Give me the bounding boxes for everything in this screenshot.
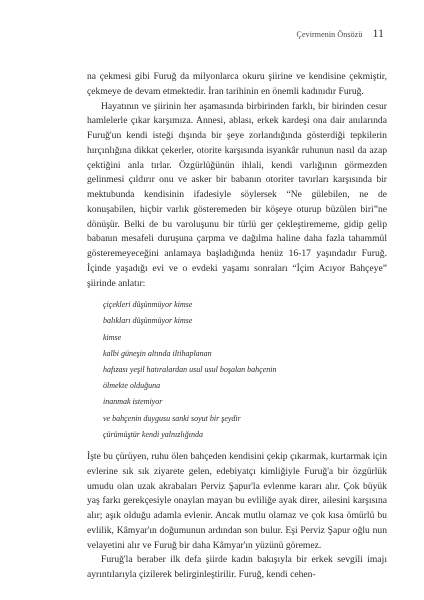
text-line: mektubunda kendisinin ifadesiyle söylersek “Ne gülebilen, ne bbox=[87, 189, 369, 200]
text-line: çekleştirememe, gidip gelip babanın mesafeli duruşuna çarpma ve bbox=[87, 218, 387, 245]
text-line: mayan bu evliliğe ayak direr, ailesini karşısına alır; aşık olduğu bbox=[87, 495, 387, 522]
text-line: de konuşabilen, hiçbir varlık gösteremeden bir köşeye oturup bbox=[87, 189, 387, 215]
text-line: Hayatının ve şiirinin her aşamasında birbirinden farklı, bir bbox=[101, 100, 329, 112]
poem-line: çiçekleri düşünmüyor kimse bbox=[103, 300, 193, 310]
text-line: Furuğ'a bir özgürlük umudu olan uzak akrabaları Perviz Şapur'la bbox=[87, 465, 387, 492]
text-line: Kâmyar'ın doğumunun ardından son bulur. Eşi Perviz Şapur oğlu bbox=[116, 524, 370, 536]
paragraph-3 bbox=[87, 450, 387, 553]
poem-line: ölmekte olduğuna bbox=[103, 381, 161, 391]
poem-excerpt bbox=[103, 297, 387, 443]
running-title: Çevirmenin Önsözü bbox=[296, 30, 363, 39]
text-line: kurtarmak için evlerine sık sık ziyarete gelen, edebiyatçı kimliğiyle bbox=[87, 451, 387, 477]
text-line: adamla evlenir. Ancak mutlu olamaz ve çok kısa ömürlü bu evlilik, bbox=[87, 510, 387, 536]
text-line: tırlar. Özgürlüğünün ihlali, kendi varlığının görmezden gelinmesi bbox=[87, 159, 387, 186]
text-line: nun velayetini alır ve Furuğ bir daha Kâmyar'ın yüzünü göremez. bbox=[87, 524, 388, 551]
text-line: kardeşi ona dair anılarında Furuğ'un kendi isteği dışında bir şeye bbox=[87, 115, 387, 141]
poem-line: hafızası yeşil hatıralardan usul usul boşalan bahçenin bbox=[103, 365, 277, 375]
paragraph-4 bbox=[87, 553, 387, 583]
text-line: evlenme kararı alır. Çok büyük yaş farkı gerekçesiyle onaylan bbox=[87, 480, 387, 507]
running-head bbox=[297, 26, 384, 41]
paragraph-2 bbox=[87, 100, 387, 292]
text-line: o evdeki yaşamı sonraları “İçim Acıyor Bahçeye” şiirinde anlatır: bbox=[87, 262, 387, 289]
text-line: na çekmesi gibi Furuğ da milyonlarca okuru şiirine ve kendisine bbox=[87, 71, 346, 82]
poem-line: kimse bbox=[103, 332, 122, 342]
poem-line: kalbi güneşin altında iltihaplanan bbox=[103, 348, 212, 358]
text-line: otorite karşısında isyankâr ruhunun nasıl da azap çektiğini anla bbox=[87, 144, 387, 171]
text-line: kadınıdır Furuğ. bbox=[301, 85, 364, 97]
body-text bbox=[87, 70, 387, 583]
text-line: büzülen biri”ne dönüşür. Belki de bu varoluşunu bir türlü ger bbox=[87, 203, 388, 230]
poem-line: balıkları düşünmüyor kimse bbox=[103, 316, 193, 326]
poem-line: inanmak istemiyor bbox=[103, 397, 163, 407]
paragraph-1 bbox=[87, 70, 387, 100]
poem-line: çürümüştür kendi yalnızlığında bbox=[103, 429, 203, 439]
text-line: başladığında henüz 16-17 yaşındadır Furuğ. İçinde yaşadığı evi ve bbox=[87, 248, 387, 274]
poem-line: ve bahçenin duygusu sanki soyut bir şeydir bbox=[103, 413, 241, 423]
text-line: imajı ayrıntılarıyla çizilerek belirginleştirilir. Furuğ, kendi cehen- bbox=[87, 554, 387, 581]
text-line: dağılma haline daha fazla tahammül gösteremeyeceğini anlamaya bbox=[87, 233, 387, 259]
text-line: çıldırır onu ve asker bir babanın otoriter tavırları karşısında bir bbox=[128, 174, 387, 186]
text-line: İşte bu çürüyen, ruhu ölen bahçeden kendisini çekip çıkarmak, bbox=[87, 451, 329, 463]
text-line: çekmiştir, çekmeye de devam etmektedir. İran tarihinin en önemli bbox=[87, 71, 387, 97]
text-line: birinden cesur hamlelerle çıkar karşımıza. Annesi, ablası, erkek bbox=[87, 100, 387, 127]
text-line: Furuğ'la beraber ilk defa şiirde kadın bakışıyla bir erkek sevgili bbox=[101, 554, 363, 566]
page-number: 11 bbox=[372, 26, 384, 40]
text-line: zorlandığında gösterdiği tepkilerin hırçınlığına dikkat çekerler, bbox=[87, 130, 387, 156]
